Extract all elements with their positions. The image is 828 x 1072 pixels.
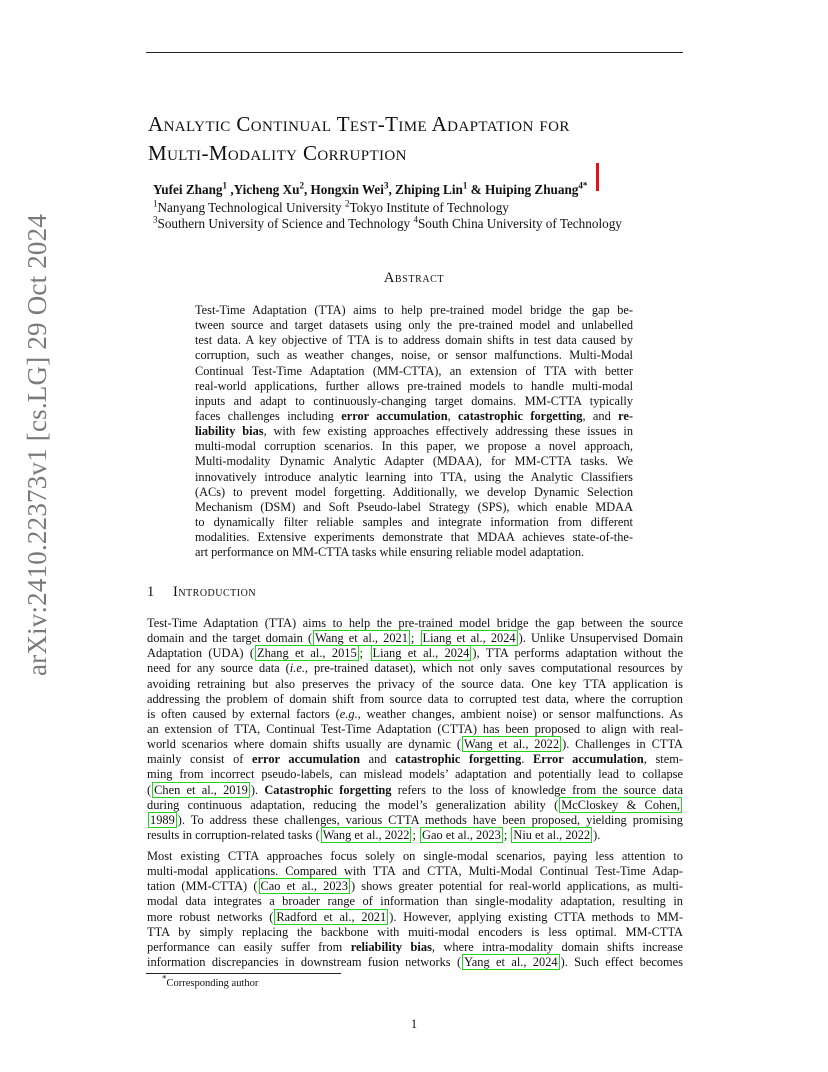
citation-link[interactable]: McCloskey & Cohen, xyxy=(561,797,680,812)
citation-link[interactable]: Zhang et al., 2015 xyxy=(257,646,357,661)
body-line xyxy=(147,828,683,843)
body-text: , where intra-modality domain shifts increase xyxy=(431,939,683,954)
body-line xyxy=(147,661,683,676)
body-text: ), TTA performs adaptation without the xyxy=(472,646,684,661)
top-rule xyxy=(146,52,683,53)
author-sep: , xyxy=(227,182,234,197)
bold-term: catastrophic forgetting xyxy=(395,752,522,767)
body-text: ; xyxy=(412,827,420,842)
body-line: modal data integrates a broader range of information than single-modality adaptation, resulting in xyxy=(147,894,683,909)
bold-term: Catastrophic forgetting xyxy=(264,782,392,797)
author-name: Yicheng Xu xyxy=(233,182,300,197)
section-title: Introduction xyxy=(173,584,257,600)
body-line: multi-modal applications. Compared with TTA and CTTA, Multi-Modal Continual Test-Time Adap- xyxy=(147,864,683,879)
footnote-mark: * xyxy=(162,973,167,984)
body-line xyxy=(147,631,683,646)
citation-link[interactable]: Liang et al., 2024 xyxy=(372,646,470,661)
abstract-text: , with few existing approaches effectively addressing these issues in xyxy=(263,424,633,439)
body-text: , stem- xyxy=(643,752,683,767)
citation-link[interactable]: Radford et al., 2021 xyxy=(276,909,387,924)
abstract-line: art performance on MM-CTTA tasks while ensuring reliable model adaptation. xyxy=(195,545,585,560)
citation-link[interactable]: Gao et al., 2023 xyxy=(422,827,501,842)
author-sep: , xyxy=(303,182,311,197)
body-line: addressing the problem of domain shift from source data to corrupted test data, where the corruption xyxy=(147,691,683,706)
intro-paragraph-2 xyxy=(147,849,683,970)
affil-sup: 1 xyxy=(153,198,158,209)
abstract-line: Test-Time Adaptation (TTA) aims to help pre-trained model bridge the gap be- xyxy=(195,303,633,317)
footnote-rule xyxy=(146,973,341,974)
body-line xyxy=(147,813,683,828)
body-line xyxy=(147,707,683,722)
author-list xyxy=(153,182,587,198)
body-text: information discrepancies in downstream fusion networks ( xyxy=(147,954,462,969)
body-line: TTA by simply replacing the backbone with muiti-modal encoders is less optimal. MM-CTTA xyxy=(147,924,683,939)
citation-link[interactable]: Chen et al., 2019 xyxy=(154,782,248,797)
abstract-line: inputs and adapt to continuously-changing target domains. MM-CTTA typically xyxy=(195,393,633,408)
body-line: avoiding retraining but also preserves the privacy of the source data. One key TTA application is xyxy=(147,676,683,691)
body-text: tation (MM-CTTA) ( xyxy=(147,879,258,894)
body-line xyxy=(147,879,683,894)
affil-sup: 4 xyxy=(413,214,418,225)
body-text: weather changes, ambient noise) or sensor malfunctions. As xyxy=(360,706,683,721)
citation-link[interactable]: 1989 xyxy=(150,812,175,827)
affil-text: Nanyang Technological University xyxy=(157,200,345,215)
author-sup: 1 xyxy=(462,180,468,191)
body-line xyxy=(147,646,683,661)
body-text: Adaptation (UDA) ( xyxy=(147,646,255,661)
body-line xyxy=(147,737,683,752)
paper-title xyxy=(148,110,708,168)
citation-link[interactable]: Wang et al., 2021 xyxy=(315,631,408,646)
citation-link[interactable]: Wang et al., 2022 xyxy=(464,737,560,752)
abstract-line: Mechanism (DSM) and Soft Pseudo-label Strategy (SPS), which enable MDAA xyxy=(195,499,633,514)
body-text: ( xyxy=(147,782,152,797)
body-line xyxy=(147,955,683,970)
body-text: ). However, applying existing CTTA methods to MM- xyxy=(389,909,683,924)
body-text: ). xyxy=(250,782,265,797)
body-line xyxy=(147,940,683,955)
body-text: world scenarios where domain shifts usually are dynamic ( xyxy=(147,737,461,752)
author-sup: 2 xyxy=(299,180,304,191)
affil-text: Tokyo Institute of Technology xyxy=(349,200,509,215)
body-line: Most existing CTTA approaches focus solely on single-modal scenarios, paying less attention to xyxy=(147,849,683,863)
affil-sup: 2 xyxy=(344,198,350,209)
body-text: pre-trained dataset), which not only saves computational resources by xyxy=(308,661,683,676)
author-name: Hongxin Wei xyxy=(310,182,384,197)
body-text: mainly consist of xyxy=(147,752,253,767)
bold-term: error accumulation xyxy=(252,752,361,767)
footnote xyxy=(162,973,259,989)
section-number: 1 xyxy=(147,584,155,600)
abstract-line: real-world applications, further allows pre-trained models to handle multi-modal xyxy=(195,378,633,393)
body-line xyxy=(147,798,683,813)
body-line: ming from incorrect pseudo-labels, can mislead models’ adaptation and potentially lead to collapse xyxy=(147,767,683,782)
title-line-1: Analytic Continual Test-Time Adaptation for xyxy=(148,112,570,136)
body-text: and xyxy=(360,752,396,767)
abstract-line xyxy=(195,409,633,424)
abstract-line: tween source and target datasets using only the pre-trained model and unlabelled xyxy=(195,318,633,333)
body-text: ). To address these challenges, various CTTA methods have been proposed, yielding promising xyxy=(177,812,683,827)
body-text: more robust networks ( xyxy=(147,909,274,924)
author-name: Zhiping Lin xyxy=(395,182,463,197)
body-line xyxy=(147,783,683,798)
body-text: ; xyxy=(410,631,420,646)
footnote-text: Corresponding author xyxy=(166,978,259,989)
abstract-line: modalities. Extensive experiments demonstrate that MDAA achieves state-of-the- xyxy=(195,530,633,545)
abstract-line: multi-modal corruption scenarios. In this paper, we propose a novel approach, xyxy=(195,439,633,454)
abstract-text: , xyxy=(447,408,459,423)
body-text: need for any source data ( xyxy=(147,661,290,676)
abstract-text: , and xyxy=(582,408,619,423)
body-text: during continuous adaptation, reducing the model’s generalization ability ( xyxy=(147,797,559,812)
affil-text: South China University of Technology xyxy=(417,216,622,231)
affil-sup: 3 xyxy=(153,214,158,225)
body-text: ). Unlike Unsupervised Domain xyxy=(518,631,684,646)
red-annotation-mark xyxy=(596,163,599,191)
citation-link[interactable]: Cao et al., 2023 xyxy=(260,879,348,894)
citation-link[interactable]: Niu et al., 2022 xyxy=(513,827,591,842)
affil-text: Southern University of Science and Technology xyxy=(157,216,414,231)
body-text: ; xyxy=(503,827,511,842)
body-text: ; xyxy=(359,646,370,661)
abstract-line: test data. A key objective of TTA is to address domain shifts in test data caused by xyxy=(195,333,633,348)
bold-term: error accumulation xyxy=(341,408,448,423)
bold-term: reliability bias xyxy=(350,939,432,954)
abstract-line: to dynamically filter reliable samples and integrate information from different xyxy=(195,514,633,529)
title-line-2: Multi-Modality Corruption xyxy=(148,141,407,165)
citation-link[interactable]: Yang et al., 2024 xyxy=(464,954,558,969)
body-line: Test-Time Adaptation (TTA) aims to help the pre-trained model bridge the gap between the source xyxy=(147,616,683,630)
author-sep: , xyxy=(388,182,396,197)
abstract-heading: Abstract xyxy=(383,270,445,286)
arxiv-side-label: arXiv:2410.22373v1 [cs.LG] 29 Oct 2024 xyxy=(22,213,52,676)
author-sep: & xyxy=(467,182,485,197)
abstract-line: Continual Test-Time Adaptation (MM-CTTA), an extension of TTA with better xyxy=(195,363,633,378)
citation-link[interactable]: Wang et al., 2022 xyxy=(322,827,410,842)
body-text: performance can easily suffer from xyxy=(147,939,351,954)
author-name: Yufei Zhang xyxy=(153,182,223,197)
bold-term: liability bias xyxy=(195,424,264,439)
abstract-line xyxy=(195,424,633,439)
body-text: ). Such effect becomes xyxy=(560,954,683,969)
author-name: Huiping Zhuang xyxy=(484,182,579,197)
affiliation-line-2 xyxy=(153,216,622,232)
abstract-body xyxy=(195,303,633,560)
bold-term: re- xyxy=(618,408,633,423)
italic-text: i.e., xyxy=(289,661,309,676)
page-number: 1 xyxy=(410,1017,418,1031)
abstract-line: innovatively introduce analytic learning into TTA, using the Analytic Classifiers xyxy=(195,469,633,484)
bold-term: Error accumulation xyxy=(533,752,644,767)
abstract-line: corruption, such as weather changes, noise, or sensor malfunctions. Multi-Modal xyxy=(195,348,633,363)
author-sup: 3 xyxy=(383,180,389,191)
italic-text: e.g., xyxy=(339,706,361,721)
abstract-line: Multi-modality Dynamic Analytic Adapter (MDAA), for MM-CTTA tasks. We xyxy=(195,454,633,469)
abstract-text: faces challenges including xyxy=(195,408,342,423)
body-line: an extension of TTA, Continual Test-Time Adaptation (CTTA) has been proposed to align with real- xyxy=(147,721,683,736)
intro-paragraph-1 xyxy=(147,616,683,843)
body-text: ). xyxy=(593,827,601,842)
author-sup: 1 xyxy=(222,180,228,191)
abstract-line: (ACs) to prevent model forgetting. Additionally, we develop Dynamic Selection xyxy=(195,484,633,499)
citation-link[interactable]: Liang et al., 2024 xyxy=(422,631,516,646)
body-text: ) shows greater potential for real-world applications, as multi- xyxy=(350,879,683,894)
body-text: is often caused by external factors ( xyxy=(147,706,340,721)
body-text: ). Challenges in CTTA xyxy=(562,737,683,752)
body-line xyxy=(147,752,683,767)
body-line xyxy=(147,910,683,925)
body-text: refers to the loss of knowledge from the source data xyxy=(391,782,684,797)
author-sup: 4* xyxy=(578,180,588,191)
body-text: . xyxy=(521,752,533,767)
affiliation-line-1 xyxy=(153,200,509,216)
body-text: results in corruption-related tasks ( xyxy=(147,827,320,842)
section-heading xyxy=(147,584,256,601)
bold-term: catastrophic forgetting xyxy=(458,408,583,423)
body-text: domain and the target domain ( xyxy=(147,631,313,646)
